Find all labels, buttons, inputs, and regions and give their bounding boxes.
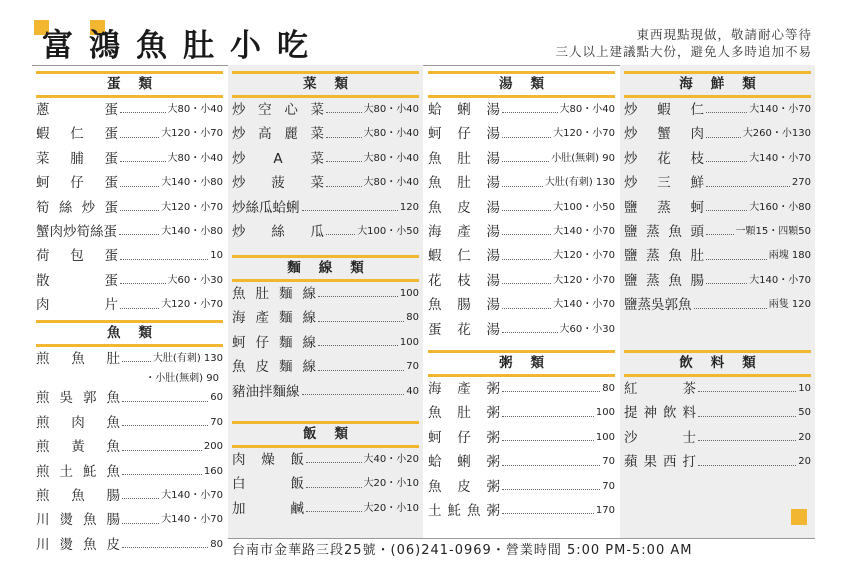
menu-item [624,450,811,474]
item-name: 炒 高 麗 菜 [232,126,324,143]
item-price: 大120・小70 [553,128,615,140]
menu-item [428,196,615,220]
dot-leader [706,186,790,187]
item-price: 大120・小70 [553,274,615,286]
dot-leader [502,283,551,284]
menu-item [36,269,223,293]
item-name: 蘋 果 西 打 [624,454,696,471]
menu-item [36,171,223,195]
item-price: 大140・小70 [161,514,223,526]
item-name: 紅 茶 [624,381,696,397]
footer-divider [228,538,815,539]
dot-leader [122,401,208,402]
dot-leader [122,425,208,426]
item-price-alt: ・小肚(無刺) 90 [145,373,219,385]
item-price: 大140・小80 [161,225,223,237]
dot-leader [122,450,202,451]
menu-item [428,220,615,244]
item-price: 大80・小40 [167,152,223,164]
dot-leader [706,259,767,260]
menu-item [428,499,615,523]
item-name: 菜 脯 蛋 [36,150,118,167]
item-price: 大80・小40 [559,104,615,115]
dot-leader [502,234,551,235]
item-price: 大60・小30 [559,323,615,335]
item-name: 煎 魚 肚 [36,351,120,367]
restaurant-title: 富鴻魚肚小吃 [42,28,324,64]
item-price: 大160・小80 [749,201,811,213]
dot-leader [122,498,159,499]
menu-section [624,71,811,318]
item-name: 炒 菠 菜 [232,175,324,192]
item-name: 蛤 蜊 湯 [428,102,500,118]
item-price: 大肚(有刺) 130 [544,177,615,189]
section-heading: 飲料類 [624,350,811,377]
item-price: 20 [798,431,811,443]
item-name: 蔥 蛋 [36,102,118,118]
item-price: 大80・小40 [363,152,419,164]
item-name: 提 神 飲 料 [624,405,696,422]
item-price: 大40・小20 [363,454,419,465]
item-name: 蚵 仔 粥 [428,429,500,446]
item-price: 70 [406,361,419,373]
menu-section [428,71,615,342]
menu-section [428,350,615,523]
item-price: 大60・小30 [167,274,223,286]
item-name: 蝦 仁 蛋 [36,126,118,143]
item-name: 蛤 蜊 粥 [428,454,500,471]
dot-leader [502,308,551,309]
menu-item [232,196,419,220]
dot-leader [502,259,551,260]
item-name: 肉 片 [36,297,118,314]
dot-leader [706,161,747,162]
item-price: 120 [399,201,419,213]
dot-leader [706,210,747,211]
item-name: 蚵 仔 麵 線 [232,334,316,351]
item-name: 魚 肚 麵 線 [232,286,316,302]
dot-leader [120,112,166,113]
item-name: 炒 蝦 仁 [624,102,704,118]
menu-item [232,380,419,404]
item-name: 炒 三 鮮 [624,175,704,192]
menu-item [36,98,223,122]
menu-column-4 [620,65,815,538]
item-price: 兩隻 120 [768,299,811,311]
item-name: 炒 絲 瓜 [232,223,324,240]
item-price: 100 [399,288,419,299]
section-heading: 蛋類 [36,71,223,98]
menu-item [232,497,419,521]
menu-item [36,533,223,557]
item-price: 40 [406,385,419,397]
dot-leader [698,465,796,466]
menu-item [36,411,223,435]
section-heading: 粥類 [428,350,615,377]
item-name: 花 枝 湯 [428,272,500,289]
item-price: 大肚(有刺) 130 [152,353,223,364]
item-name: 魚 腸 湯 [428,297,500,314]
menu-section [232,421,419,521]
dot-leader [706,234,734,235]
item-name: 加 鹹 [232,500,304,517]
section-heading: 湯類 [428,71,615,98]
item-name: 煎 吳 郭 魚 [36,390,120,407]
item-price: 大140・小70 [749,104,811,115]
menu-item [624,377,811,401]
item-price: 大120・小70 [161,128,223,140]
menu-item [232,331,419,355]
menu-item [232,472,419,496]
dot-leader [326,137,362,138]
dot-leader [318,370,404,371]
menu-item [624,196,811,220]
item-name: 炒絲瓜蛤蜊 [232,199,300,216]
item-price: 大100・小50 [553,201,615,213]
menu-item [36,122,223,146]
dot-leader [502,440,594,441]
item-name: 煎 黃 魚 [36,439,120,456]
menu-item [232,448,419,472]
item-name: 白 飯 [232,476,304,493]
item-name: 散 蛋 [36,272,118,289]
item-name: 川 燙 魚 皮 [36,536,120,553]
item-price: 100 [595,407,615,419]
item-price: 大260・小130 [742,128,811,140]
notice [555,26,812,60]
item-price: 70 [210,416,223,428]
item-name: 魚 皮 湯 [428,199,500,216]
item-price: 60 [210,392,223,404]
dot-leader [502,137,551,138]
dot-leader [119,234,159,235]
menu-item [624,147,811,171]
dot-leader [120,186,159,187]
menu-section [36,320,223,557]
section-heading: 麵線類 [232,255,419,282]
menu-item [624,122,811,146]
menu-item [36,244,223,268]
item-name: 豬油拌麵線 [232,383,300,400]
dot-leader [694,308,767,309]
item-name: 煎 肉 魚 [36,414,120,431]
item-price: 大80・小40 [363,128,419,140]
menu-item [232,98,419,122]
menu-item [624,220,811,244]
menu-item [36,147,223,171]
item-name: 海 產 湯 [428,223,500,240]
dot-leader [120,210,159,211]
menu-item [232,282,419,306]
item-price: 80 [602,383,615,394]
menu-item [36,484,223,508]
item-price: 80 [210,538,223,550]
dot-leader [698,440,796,441]
menu-item [36,435,223,459]
dot-leader [502,161,549,162]
menu-item [428,475,615,499]
menu-item [624,426,811,450]
item-name: 魚 皮 麵 線 [232,359,316,376]
menu-section [232,255,419,404]
menu-item [36,386,223,410]
item-price: 大80・小40 [363,104,419,115]
item-price: 100 [595,431,615,443]
item-price: 大140・小70 [749,274,811,286]
menu-item [624,244,811,268]
notice-line-2: 三人以上建議點大份，避免人多時追加不易 [555,44,812,59]
item-price: 大80・小40 [167,104,223,115]
item-name: 川 燙 魚 腸 [36,512,120,529]
item-name: 筍 絲 炒 蛋 [36,199,118,216]
item-price: 大20・小10 [363,502,419,514]
dot-leader [502,391,600,392]
item-name: 鹽 蒸 魚 頭 [624,223,704,240]
menu-column-2 [228,65,423,538]
menu-item [36,508,223,532]
item-name: 鹽 蒸 魚 肚 [624,248,704,265]
item-name: 蛋 花 湯 [428,321,500,338]
menu-item [232,355,419,379]
menu-column-3 [424,65,619,538]
menu-item [428,147,615,171]
dot-leader [120,259,208,260]
item-price: 70 [602,456,615,468]
dot-leader [326,234,355,235]
item-price: 一顆15・四顆50 [735,225,811,237]
item-name: 魚 肚 湯 [428,150,500,167]
item-name: 魚 肚 湯 [428,175,500,192]
menu-item [36,220,223,244]
item-name: 蟹肉炒筍絲蛋 [36,223,117,240]
menu-item [428,377,615,401]
item-price: 270 [791,177,811,189]
dot-leader [698,391,796,392]
item-price: 大140・小70 [553,225,615,237]
dot-leader [122,547,208,548]
item-price: 小肚(無刺) 90 [551,152,615,164]
item-price: 大140・小70 [553,299,615,311]
item-price: 10 [798,383,811,394]
dot-leader [502,332,558,333]
menu-item [428,293,615,317]
menu-item [428,450,615,474]
dot-leader [698,416,796,417]
dot-leader [122,523,159,524]
menu-section [36,71,223,318]
item-price: 大140・小70 [161,489,223,501]
dot-leader [326,112,362,113]
menu-item [624,171,811,195]
menu-item [232,220,419,244]
item-price: 20 [798,456,811,468]
item-name: 煎 魚 腸 [36,487,120,504]
dot-leader [318,345,398,346]
item-price: 80 [406,312,419,324]
item-price: 100 [399,336,419,348]
menu-column-1 [32,65,227,553]
dot-leader [706,137,741,138]
item-name: 肉 燥 飯 [232,452,304,468]
menu-item [232,171,419,195]
menu-item [428,269,615,293]
item-name: 蚵 仔 蛋 [36,175,118,192]
menu-item [428,318,615,342]
dot-leader [502,513,594,514]
menu-item [232,147,419,171]
dot-leader [706,112,747,113]
item-name: 沙 士 [624,429,696,446]
item-name: 荷 包 蛋 [36,248,118,265]
item-price: 大140・小80 [161,177,223,189]
item-price: 200 [203,441,223,453]
item-name: 蚵 仔 湯 [428,126,500,143]
item-price: 大80・小40 [363,177,419,189]
item-name: 土 魠 魚 粥 [428,502,500,519]
menu-item [624,269,811,293]
dot-leader [120,308,159,309]
dot-leader [120,283,166,284]
dot-leader [302,394,405,395]
dot-leader [302,210,398,211]
dot-leader [318,296,398,297]
item-price: 大120・小70 [161,201,223,213]
item-name: 炒 空 心 菜 [232,102,324,118]
menu-item [428,171,615,195]
menu-item [428,122,615,146]
menu-item [232,122,419,146]
menu-item [428,401,615,425]
dot-leader [122,361,151,362]
dot-leader [706,283,747,284]
item-name: 炒 蟹 肉 [624,126,704,143]
menu-item [624,98,811,122]
dot-leader [122,474,202,475]
dot-leader [502,210,551,211]
menu-item [624,293,811,317]
menu-item [232,306,419,330]
item-price: 大120・小70 [553,250,615,262]
menu-item [36,293,223,317]
dot-leader [120,137,159,138]
dot-leader [502,465,600,466]
item-name: 炒 花 枝 [624,150,704,167]
menu-section [232,71,419,244]
item-price: 70 [602,480,615,492]
item-name: 鹽 蒸 蚵 [624,199,704,216]
dot-leader [306,462,362,463]
section-heading: 魚類 [36,320,223,347]
dot-leader [326,186,362,187]
menu-item [624,401,811,425]
item-name: 煎 土 魠 魚 [36,463,120,480]
notice-line-1: 東西現點現做，敬請耐心等待 [636,27,812,42]
dot-leader [306,511,362,512]
corner-accent-square [791,509,807,525]
menu-item [36,196,223,220]
item-price: 50 [798,407,811,419]
item-name: 海 產 粥 [428,381,500,397]
item-name: 魚 皮 粥 [428,478,500,495]
item-price: 大120・小70 [161,299,223,311]
item-price: 160 [203,465,223,477]
item-price: 大100・小50 [357,225,419,237]
item-name: 海 產 麵 線 [232,310,316,327]
section-heading: 海鮮類 [624,71,811,98]
dot-leader [502,489,600,490]
item-name: 蝦 仁 湯 [428,248,500,265]
menu-item [428,244,615,268]
dot-leader [502,112,558,113]
menu-item [36,347,223,371]
item-price: 大140・小70 [749,152,811,164]
item-price: 170 [595,504,615,516]
dot-leader [502,416,594,417]
section-heading: 飯類 [232,421,419,448]
item-name: 鹽 蒸 魚 腸 [624,272,704,289]
footer-info: 台南市金華路三段25號・(06)241-0969・營業時間 5:00 PM-5:00 AM [232,543,693,558]
menu-section [624,350,811,475]
dot-leader [120,161,166,162]
item-name: 魚 肚 粥 [428,405,500,422]
item-name: 鹽蒸吳郭魚 [624,297,692,314]
item-name: 炒 A 菜 [232,150,324,167]
section-heading: 菜類 [232,71,419,98]
menu-item [428,426,615,450]
dot-leader [326,161,362,162]
dot-leader [318,321,404,322]
dot-leader [306,487,362,488]
item-price: 大20・小10 [363,478,419,490]
dot-leader [502,186,543,187]
menu-item [428,98,615,122]
item-price: 10 [210,250,223,262]
item-price: 兩塊 180 [768,250,811,262]
menu-item [36,460,223,484]
